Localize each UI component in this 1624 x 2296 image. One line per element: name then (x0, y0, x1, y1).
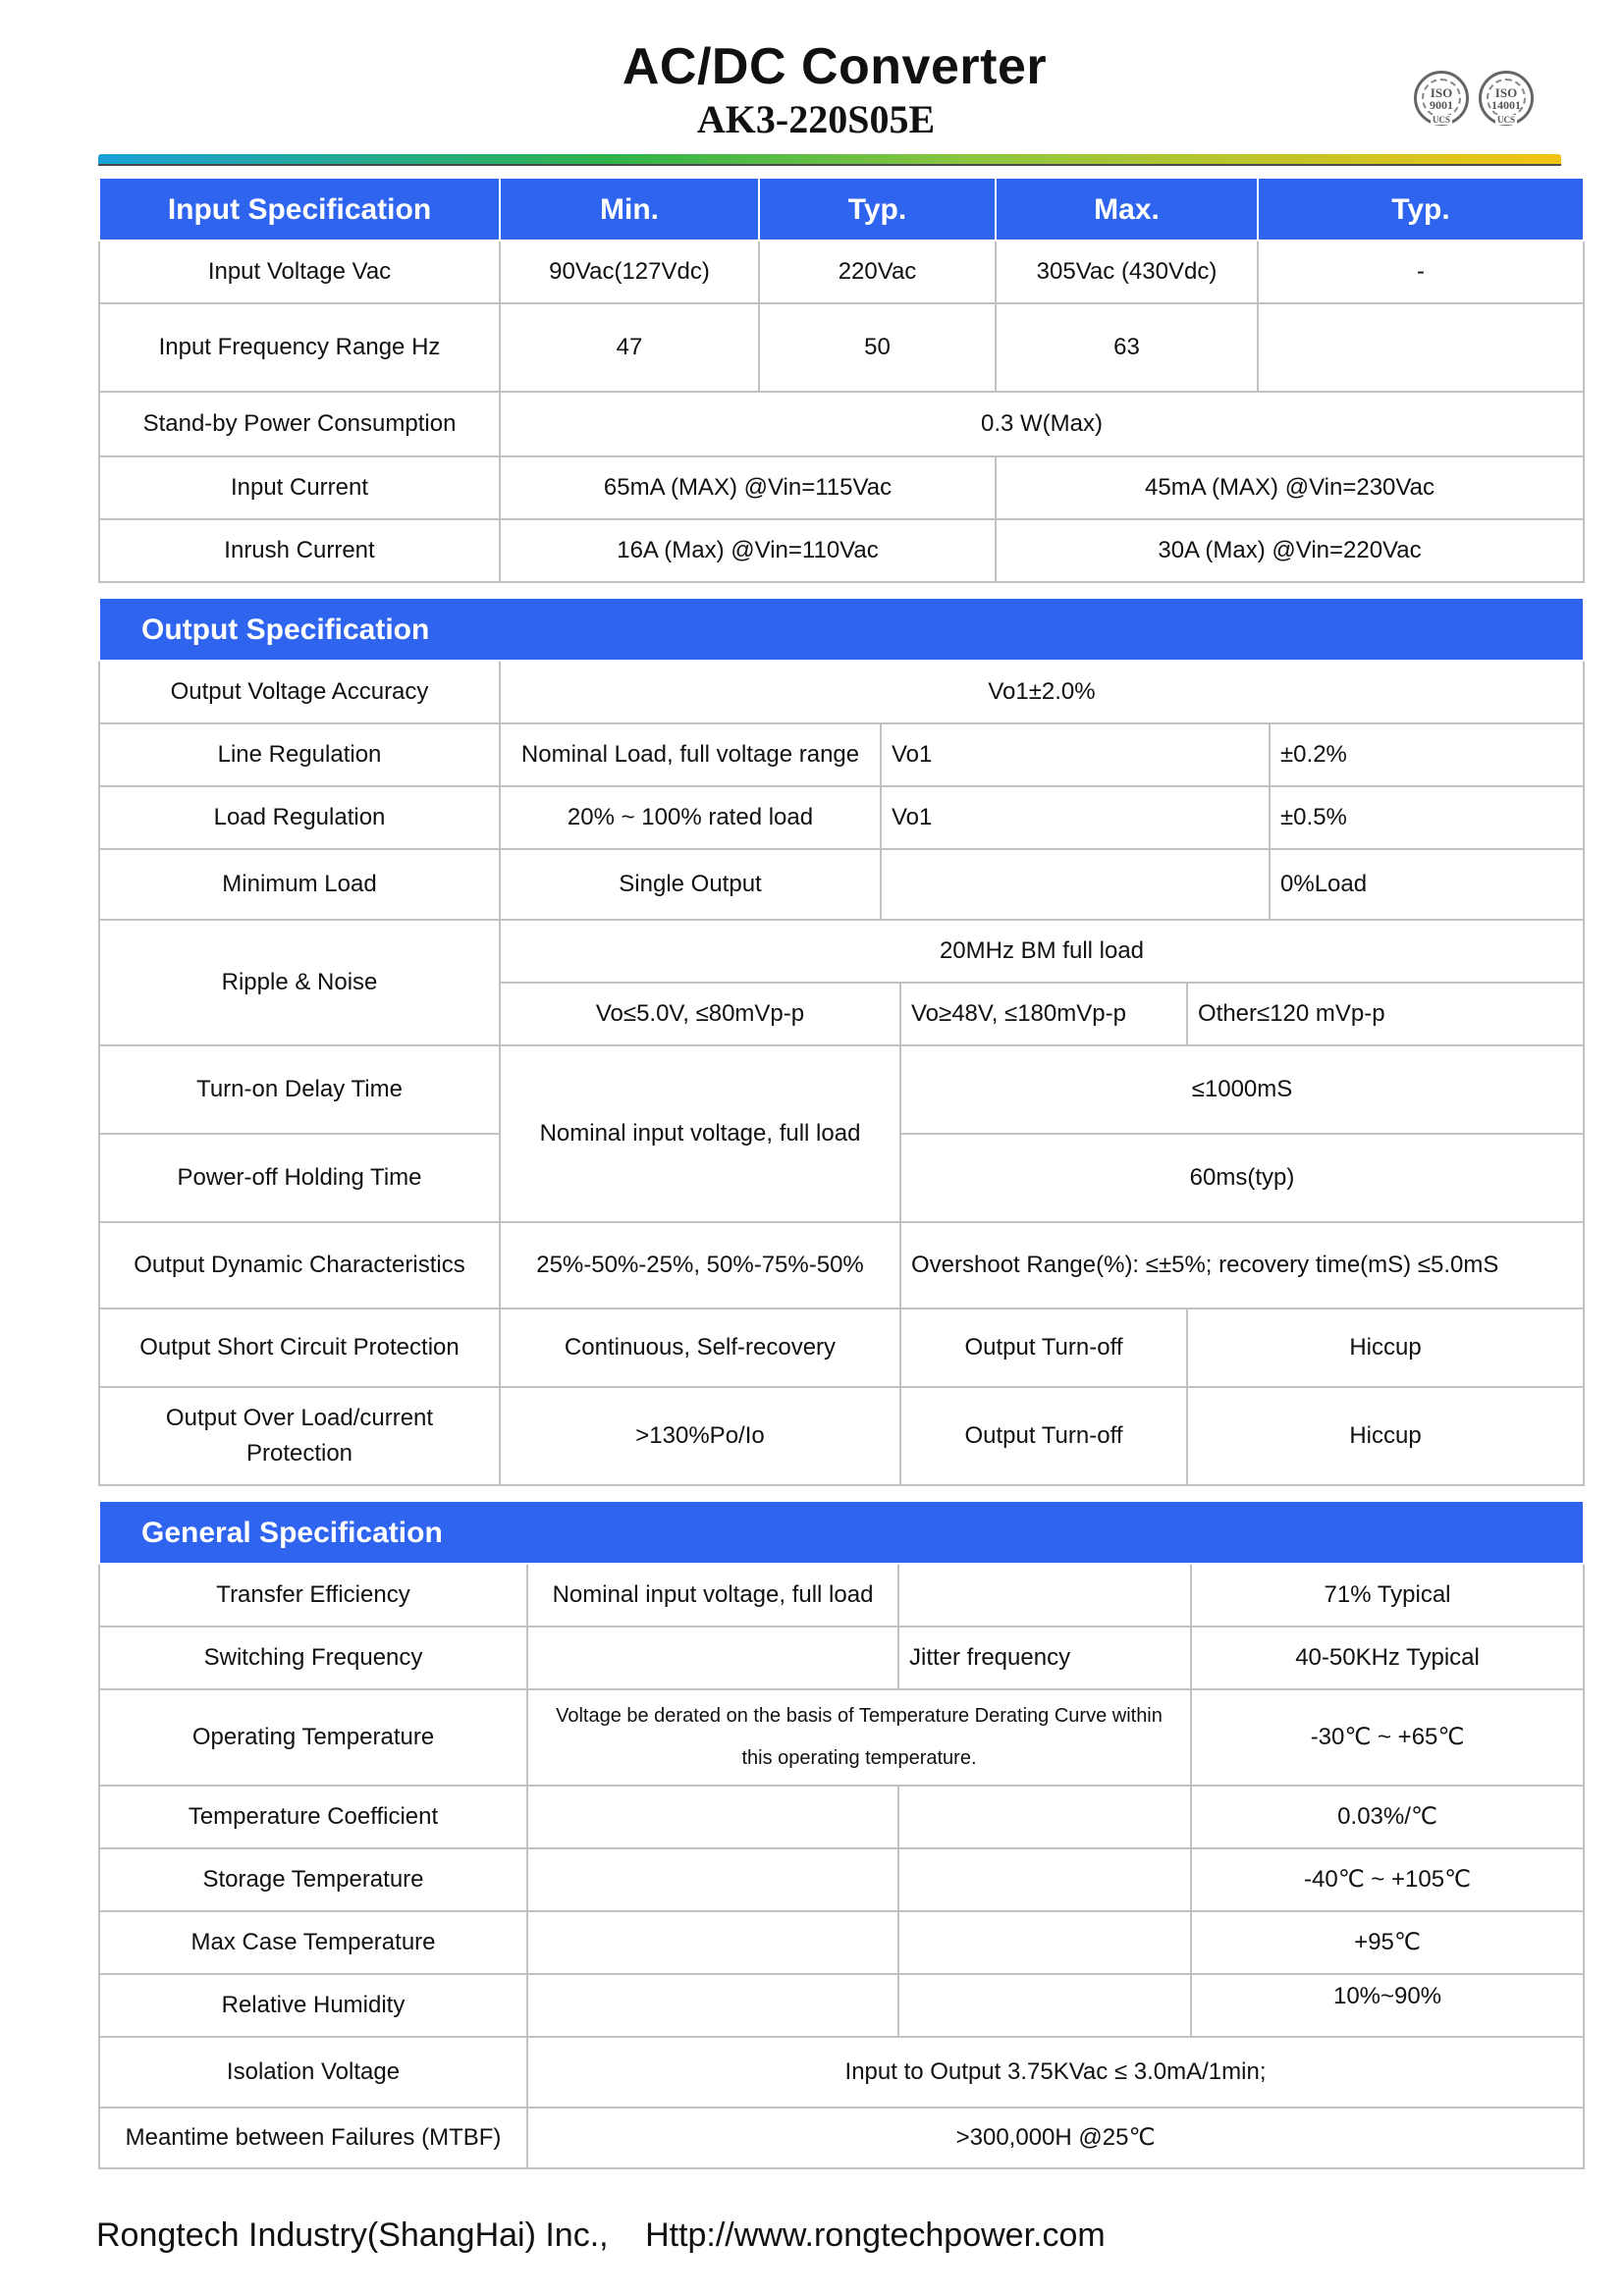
row-label: Operating Temperature (99, 1689, 527, 1786)
general-specification-table (98, 1500, 1585, 2169)
row-label: Load Regulation (99, 786, 500, 849)
cell-value (898, 1564, 1191, 1627)
table-row (99, 1689, 1584, 1786)
seal-text: 9001 (1430, 97, 1453, 112)
cell-value: Vo1±2.0% (500, 661, 1584, 723)
output-specification-table (98, 597, 1585, 1486)
row-label: Input Current (99, 456, 500, 519)
seal-text: UCS (1432, 115, 1450, 125)
cell-value: -40℃ ~ +105℃ (1191, 1848, 1584, 1911)
row-label-line: Output Over Load/current (165, 1405, 434, 1431)
cell-value: Output Turn-off (900, 1308, 1187, 1387)
document-title: AC/DC Converter (622, 38, 1048, 95)
cell-value: Input to Output 3.75KVac ≤ 3.0mA/1min; (527, 2037, 1584, 2108)
cell-value: ±0.2% (1270, 723, 1584, 786)
section-header-input: Input Specification (99, 178, 500, 240)
table-row (99, 1387, 1584, 1485)
row-label: Input Frequency Range Hz (99, 303, 500, 392)
cell-value (898, 1786, 1191, 1848)
cell-value: Vo1 (881, 723, 1270, 786)
table-row (99, 303, 1584, 392)
column-header-typ: Typ. (759, 178, 996, 240)
cell-value (898, 1911, 1191, 1974)
table-row (99, 519, 1584, 582)
cell-value (1258, 303, 1584, 392)
certification-seals (1414, 71, 1534, 126)
row-label: Transfer Efficiency (99, 1564, 527, 1627)
cell-value: 71% Typical (1191, 1564, 1584, 1627)
cell-value (527, 1848, 898, 1911)
cell-value: 0.03%/℃ (1191, 1786, 1584, 1848)
cell-value: 63 (996, 303, 1258, 392)
table-row (99, 1786, 1584, 1848)
row-label: Output Dynamic Characteristics (99, 1222, 500, 1308)
cell-value (527, 1689, 1191, 1786)
cell-value: Output Turn-off (900, 1387, 1187, 1485)
cell-value: 25%-50%-25%, 50%-75%-50% (500, 1222, 900, 1308)
model-number: AK3-220S05E (696, 97, 936, 141)
cell-value: 305Vac (430Vdc) (996, 240, 1258, 303)
section-header-output: Output Specification (99, 598, 1584, 661)
table-header-row (99, 178, 1584, 240)
cell-line: Voltage be derated on the basis of Temperature Derating Curve within (556, 1705, 1163, 1727)
cell-value: Overshoot Range(%): ≤±5%; recovery time(mS) ≤5.0mS (900, 1222, 1584, 1308)
cell-value: Nominal input voltage, full load (500, 1045, 900, 1222)
table-header-row (99, 1501, 1584, 1564)
cell-value: +95℃ (1191, 1911, 1584, 1974)
row-label: Turn-on Delay Time (99, 1045, 500, 1134)
row-label: Stand-by Power Consumption (99, 392, 500, 456)
cell-value: 0.3 W(Max) (500, 392, 1584, 456)
cell-value: 30A (Max) @Vin=220Vac (996, 519, 1584, 582)
cell-value: -30℃ ~ +65℃ (1191, 1689, 1584, 1786)
table-row (99, 2037, 1584, 2108)
cell-value: 10%~90% (1191, 1974, 1584, 2037)
table-row (99, 1045, 1584, 1134)
row-label: Minimum Load (99, 849, 500, 920)
cell-value: 40-50KHz Typical (1191, 1627, 1584, 1689)
row-label (99, 1387, 500, 1485)
row-label-line: Protection (245, 1440, 353, 1467)
cell-value (527, 1911, 898, 1974)
column-header-max: Max. (996, 178, 1258, 240)
cell-value: Hiccup (1187, 1308, 1584, 1387)
row-label: Output Voltage Accuracy (99, 661, 500, 723)
cell-value: 0%Load (1270, 849, 1584, 920)
row-label: Relative Humidity (99, 1974, 527, 2037)
cell-value: >130%Po/Io (500, 1387, 900, 1485)
table-header-row (99, 598, 1584, 661)
column-header-typ: Typ. (1258, 178, 1584, 240)
cell-value: - (1258, 240, 1584, 303)
seal-text: UCS (1496, 115, 1515, 125)
cell-value: Single Output (500, 849, 881, 920)
row-label: Temperature Coefficient (99, 1786, 527, 1848)
cell-value: 45mA (MAX) @Vin=230Vac (996, 456, 1584, 519)
cell-value: 220Vac (759, 240, 996, 303)
cell-value: Nominal Load, full voltage range (500, 723, 881, 786)
table-row (99, 240, 1584, 303)
iso-14001-seal-icon (1479, 71, 1534, 126)
cell-value (527, 1974, 898, 2037)
row-label: Meantime between Failures (MTBF) (99, 2108, 527, 2168)
table-row (99, 786, 1584, 849)
table-row (99, 2108, 1584, 2168)
row-label: Isolation Voltage (99, 2037, 527, 2108)
table-row (99, 1564, 1584, 1627)
cell-value: Jitter frequency (898, 1627, 1191, 1689)
cell-value: 20MHz BM full load (500, 920, 1584, 983)
seal-text: ISO (1430, 84, 1453, 100)
table-row (99, 1308, 1584, 1387)
cell-value: >300,000H @25℃ (527, 2108, 1584, 2168)
table-row (99, 920, 1584, 983)
cell-value: Vo≤5.0V, ≤80mVp-p (500, 983, 900, 1045)
page-footer (96, 2216, 1133, 2255)
row-label: Output Short Circuit Protection (99, 1308, 500, 1387)
cell-value: 50 (759, 303, 996, 392)
cell-line: this operating temperature. (741, 1747, 977, 1769)
input-specification-table (98, 177, 1585, 583)
table-row (99, 392, 1584, 456)
table-row (99, 723, 1584, 786)
cell-value: Vo≥48V, ≤180mVp-p (900, 983, 1187, 1045)
cell-value: Other≤120 mVp-p (1187, 983, 1584, 1045)
cell-value: ≤1000mS (900, 1045, 1584, 1134)
cell-value: Nominal input voltage, full load (527, 1564, 898, 1627)
company-name: Rongtech Industry(ShangHai) Inc., (96, 2216, 609, 2254)
cell-value (527, 1786, 898, 1848)
row-label: Storage Temperature (99, 1848, 527, 1911)
row-label: Power-off Holding Time (99, 1134, 500, 1222)
table-row (99, 1911, 1584, 1974)
header-divider-bar (98, 154, 1561, 166)
cell-value: ±0.5% (1270, 786, 1584, 849)
table-row (99, 1627, 1584, 1689)
cell-value (881, 849, 1270, 920)
row-label: Inrush Current (99, 519, 500, 582)
cell-value (527, 1627, 898, 1689)
seal-text: 14001 (1491, 97, 1521, 112)
cell-value (898, 1974, 1191, 2037)
table-row (99, 1848, 1584, 1911)
table-row (99, 1974, 1584, 2037)
seal-text: ISO (1494, 84, 1518, 100)
table-row (99, 456, 1584, 519)
column-header-min: Min. (500, 178, 759, 240)
cell-value: 16A (Max) @Vin=110Vac (500, 519, 996, 582)
table-row (99, 1222, 1584, 1308)
cell-value: 20% ~ 100% rated load (500, 786, 881, 849)
cell-value: 90Vac(127Vdc) (500, 240, 759, 303)
table-row (99, 661, 1584, 723)
row-label: Input Voltage Vac (99, 240, 500, 303)
cell-value: 60ms(typ) (900, 1134, 1584, 1222)
row-label: Max Case Temperature (99, 1911, 527, 1974)
iso-9001-seal-icon (1414, 71, 1469, 126)
cell-value: Vo1 (881, 786, 1270, 849)
cell-value: 65mA (MAX) @Vin=115Vac (500, 456, 996, 519)
cell-value: Continuous, Self-recovery (500, 1308, 900, 1387)
row-label: Line Regulation (99, 723, 500, 786)
company-url: Http://www.rongtechpower.com (645, 2216, 1106, 2254)
table-row (99, 849, 1584, 920)
cell-value (898, 1848, 1191, 1911)
section-header-general: General Specification (99, 1501, 1584, 1564)
row-label: Ripple & Noise (99, 920, 500, 1045)
cell-value: Hiccup (1187, 1387, 1584, 1485)
cell-value: 47 (500, 303, 759, 392)
row-label: Switching Frequency (99, 1627, 527, 1689)
